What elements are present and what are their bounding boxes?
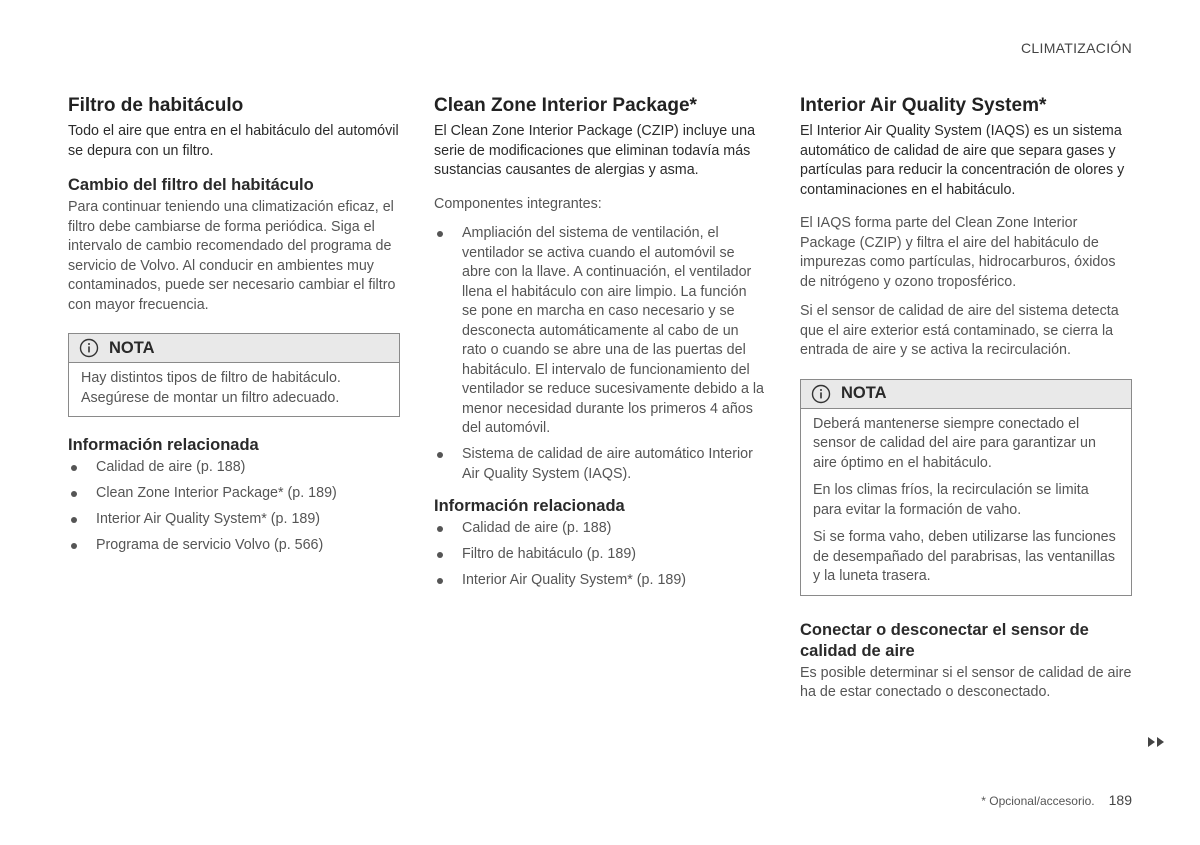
section-header: CLIMATIZACIÓN xyxy=(1021,40,1132,56)
note-box xyxy=(800,379,1132,596)
note-title: NOTA xyxy=(841,384,887,402)
note-paragraph: Hay distintos tipos de filtro de habitáculo. Asegúrese de montar un filtro adecuado. xyxy=(81,370,341,406)
components-list xyxy=(434,224,764,484)
body-iaqs-sensor: Si el sensor de calidad de aire del sistema detecta que el aire exterior está contaminado, se cierra la entrada de aire y se activa la recirculación. xyxy=(800,303,1119,358)
subheading-cambio-filtro: Cambio del filtro del habitáculo xyxy=(68,176,314,194)
note-body xyxy=(69,363,399,408)
note-body xyxy=(801,409,1131,587)
note-header xyxy=(801,380,1131,409)
component-iaqs: Sistema de calidad de aire automático Interior Air Quality System (IAQS). xyxy=(434,445,764,484)
heading-filtro-habitaculo: Filtro de habitáculo xyxy=(68,95,244,116)
heading-czip: Clean Zone Interior Package* xyxy=(434,95,697,116)
double-arrow-right-icon xyxy=(1148,736,1166,748)
footnote-opcional: * Opcional/accesorio. xyxy=(981,794,1095,808)
related-link-czip[interactable]: Clean Zone Interior Package* (p. 189) xyxy=(68,484,400,504)
related-link-calidad-aire[interactable]: Calidad de aire (p. 188) xyxy=(434,519,764,539)
related-heading: Información relacionada xyxy=(434,497,625,515)
related-link-calidad-aire[interactable]: Calidad de aire (p. 188) xyxy=(68,458,400,478)
page-number: 189 xyxy=(1108,792,1132,808)
components-label: Componentes integrantes: xyxy=(434,195,602,212)
page-footer xyxy=(981,792,1132,808)
note-paragraph: En los climas fríos, la recirculación se limita para evitar la formación de vaho. xyxy=(813,482,1089,518)
info-circle-icon xyxy=(79,338,99,358)
note-header xyxy=(69,334,399,363)
related-list xyxy=(434,519,764,591)
intro-iaqs: El Interior Air Quality System (IAQS) es un sistema automático de calidad de aire que separa gases y partículas para reducir la concentración de olores y contaminaciones en el habitáculo. xyxy=(800,123,1125,198)
intro-czip: El Clean Zone Interior Package (CZIP) incluye una serie de modificaciones que eliminan todavía más sustancias causantes de alergias y asma. xyxy=(434,123,756,178)
body-cambio-filtro: Para continuar teniendo una climatización eficaz, el filtro debe cambiarse de forma periódica. Siga el intervalo de cambio recomendado del programa de servicio de Volvo. Al conducir en ambientes muy contaminados, puede ser necesario cambiar el filtro con mayor frecuencia. xyxy=(68,199,396,313)
note-title: NOTA xyxy=(109,338,155,357)
column-czip xyxy=(434,94,764,597)
body-conectar-sensor: Es posible determinar si el sensor de calidad de aire ha de estar conectado o desconectado. xyxy=(800,664,1132,700)
subheading-conectar-sensor: Conectar o desconectar el sensor de calidad de aire xyxy=(800,620,1089,660)
component-ventilacion: Ampliación del sistema de ventilación, el ventilador se activa cuando el automóvil se abre con la llave. A continuación, el ventilador llena el habitáculo con aire limpio. La función se pone en marcha en caso necesario y se desconecta automáticamente al cabo de un rato o cuando se abre una de las puertas del habitáculo. El intervalo de funcionamiento del ventilador se reduce sucesivamente debido a la menor necesidad durante los primeros 4 años del automóvil. xyxy=(434,224,764,439)
intro-filtro: Todo el aire que entra en el habitáculo del automóvil se depura con un filtro. xyxy=(68,123,399,159)
related-list xyxy=(68,458,400,556)
heading-iaqs: Interior Air Quality System* xyxy=(800,95,1047,116)
column-filtro-habitaculo xyxy=(68,94,400,562)
related-link-filtro-habitaculo[interactable]: Filtro de habitáculo (p. 189) xyxy=(434,545,764,565)
related-link-iaqs[interactable]: Interior Air Quality System* (p. 189) xyxy=(434,571,764,591)
info-circle-icon xyxy=(811,384,831,404)
related-link-servicio-volvo[interactable]: Programa de servicio Volvo (p. 566) xyxy=(68,536,400,556)
column-iaqs xyxy=(800,94,1132,713)
note-paragraph: Si se forma vaho, deben utilizarse las funciones de desempañado del parabrisas, las ventanillas y la luneta trasera. xyxy=(813,529,1116,584)
related-heading: Información relacionada xyxy=(68,436,259,454)
note-box xyxy=(68,333,400,417)
body-iaqs-czip: El IAQS forma parte del Clean Zone Interior Package (CZIP) y filtra el aire del habitáculo de impurezas como partículas, hidrocarburos, óxidos de nitrógeno y ozono troposférico. xyxy=(800,215,1116,290)
note-paragraph: Deberá mantenerse siempre conectado el sensor de calidad del aire para garantizar un aire óptimo en el habitáculo. xyxy=(813,415,1096,471)
related-link-iaqs[interactable]: Interior Air Quality System* (p. 189) xyxy=(68,510,400,530)
